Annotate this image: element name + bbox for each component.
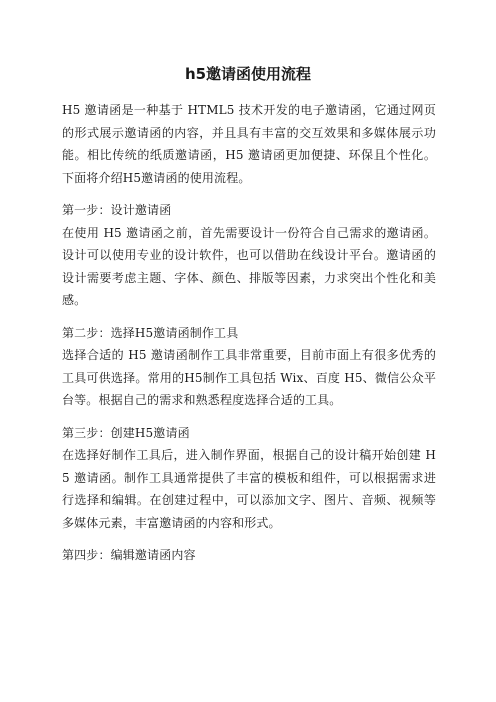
section-step-2 (62, 322, 436, 412)
section-paragraph: 在使用 H5 邀请函之前，首先需要设计一份符合自己需求的邀请函。设计可以使用专业的设计软件，也可以借助在线设计平台。邀请函的设计需要考虑主题、字体、颜色、排版等因素，力求突出个性化和美感。 (62, 225, 436, 307)
document-title: h5邀请函使用流程 (184, 65, 312, 83)
section-heading: 第三步：创建H5邀请函 (62, 425, 190, 440)
section-paragraph: 选择合适的 H5 邀请函制作工具非常重要，目前市面上有很多优秀的工具可供选择。常用的H5制作工具包括 Wix、百度 H5、微信公众平台等。根据自己的需求和熟悉程度选择合适的工具。 (62, 348, 436, 407)
section-paragraph: 在选择好制作工具后，进入制作界面，根据自己的设计稿开始创建 H5 邀请函。制作工具通常提供了丰富的模板和组件，可以根据需求进行选择和编辑。在创建过程中，可以添加文字、图片、音频、视频等多媒体元素，丰富邀请函的内容和形式。 (62, 448, 436, 530)
section-step-3 (62, 422, 436, 535)
section-heading: 第四步：编辑邀请函内容 (62, 548, 196, 562)
section-step-4 (62, 544, 436, 567)
document-body (62, 99, 436, 567)
intro-paragraph: H5 邀请函是一种基于 HTML5 技术开发的电子邀请函，它通过网页的形式展示邀请函的内容，并且具有丰富的交互效果和多媒体展示功能。相比传统的纸质邀请函，H5 邀请函更加便捷、环保且个性化。下面将介绍H5邀请函的使用流程。 (62, 103, 436, 185)
section-heading: 第一步：设计邀请函 (62, 203, 172, 217)
section-heading: 第二步：选择H5邀请函制作工具 (62, 325, 239, 340)
section-step-1 (62, 199, 436, 312)
